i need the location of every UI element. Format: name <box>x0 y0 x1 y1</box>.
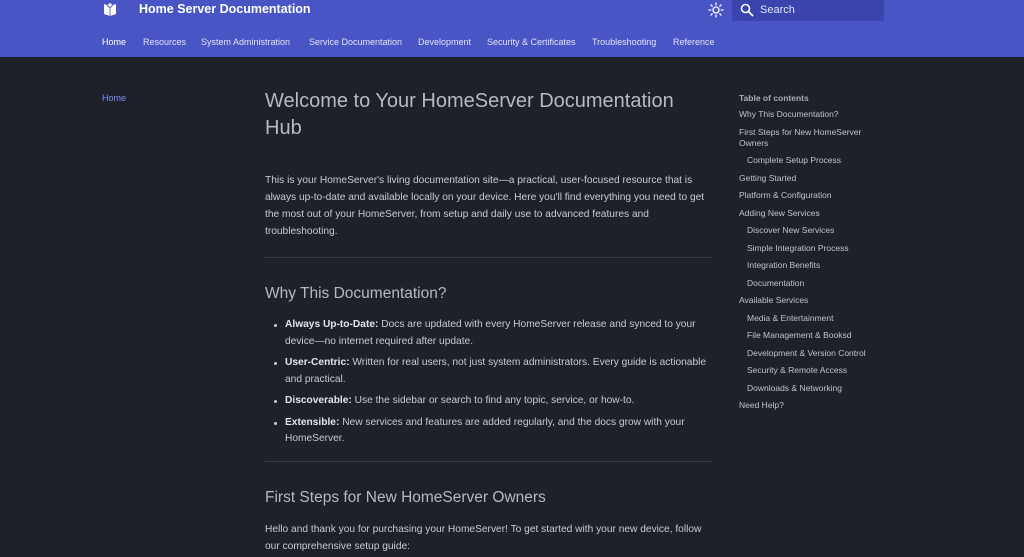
toc-item-integration-benefits[interactable]: Integration Benefits <box>747 260 821 270</box>
list-item <box>285 355 713 388</box>
bullet-term: Always Up-to-Date: <box>285 319 379 330</box>
sidebar-item-home[interactable]: Home <box>102 93 127 103</box>
list-item <box>285 393 713 410</box>
tab-system-administration[interactable]: System Administration <box>201 37 291 47</box>
bullet-term: Extensible: <box>285 416 340 428</box>
toc-item-security[interactable]: Security & Remote Access <box>747 365 848 375</box>
tab-service-documentation[interactable]: Service Documentation <box>309 37 403 47</box>
tab-home[interactable]: Home <box>102 37 127 47</box>
first-steps-paragraph: Hello and thank you for purchasing your HomeServer! To get started with your new device, follow our comprehensive setup guide: <box>265 523 702 552</box>
toc-item-available-services[interactable]: Available Services <box>739 295 809 305</box>
top-header <box>0 0 1024 57</box>
nav-tabs <box>0 37 1024 51</box>
bullet-term: User-Centric: <box>285 357 350 368</box>
toc-item-integration-process[interactable]: Simple Integration Process <box>747 242 849 253</box>
site-title[interactable]: Home Server Documentation <box>139 2 311 16</box>
toc-item-adding-services[interactable]: Adding New Services <box>739 207 820 218</box>
toc-title: Table of contents <box>739 93 809 103</box>
book-icon[interactable] <box>102 2 118 18</box>
benefits-list <box>285 317 713 448</box>
tab-resources[interactable]: Resources <box>143 37 187 47</box>
toc-item-development[interactable]: Development & Version Control <box>747 347 866 358</box>
list-item <box>285 317 713 350</box>
section-heading-first-steps: First Steps for New HomeServer Owners <box>265 488 546 506</box>
search-placeholder: Search <box>760 4 795 16</box>
bullet-text: Docs are updated with every HomeServer release and synced to your device—no internet required after update. <box>285 319 696 347</box>
bullet-text: Use the sidebar or search to find any topic, service, or how-to. <box>351 395 635 406</box>
toc-item-getting-started[interactable]: Getting Started <box>739 172 797 183</box>
toc-item-complete-setup[interactable]: Complete Setup Process <box>747 155 842 165</box>
divider <box>265 461 713 462</box>
main-content <box>265 88 713 555</box>
tab-security-certificates[interactable]: Security & Certificates <box>487 37 576 47</box>
list-item <box>285 415 713 448</box>
toc-item-documentation[interactable]: Documentation <box>747 277 805 288</box>
sun-icon[interactable] <box>708 2 724 18</box>
page-title: Welcome to Your HomeServer Documentation Hub <box>265 90 674 139</box>
toc-item-discover-services[interactable]: Discover New Services <box>747 225 835 235</box>
bullet-text: New services and features are added regularly, and the docs grow with your HomeServer. <box>285 416 685 444</box>
toc-item-why[interactable]: Why This Documentation? <box>739 109 839 119</box>
bullet-term: Discoverable: <box>285 395 352 406</box>
toc-item-downloads[interactable]: Downloads & Networking <box>747 382 842 393</box>
bullet-text: Written for real users, not just system administrators. Every guide is actionable and practical. <box>285 357 707 385</box>
toc-item-need-help[interactable]: Need Help? <box>739 400 784 410</box>
section-heading-why: Why This Documentation? <box>265 285 447 302</box>
search-icon <box>740 3 754 17</box>
toc-item-platform-config[interactable]: Platform & Configuration <box>739 190 832 200</box>
toc-item-media[interactable]: Media & Entertainment <box>747 312 834 323</box>
tab-development[interactable]: Development <box>418 37 472 47</box>
divider <box>265 257 713 258</box>
toc-item-file-management[interactable]: File Management & Booksd <box>747 330 852 340</box>
tab-reference[interactable]: Reference <box>673 37 715 47</box>
intro-paragraph: This is your HomeServer's living documentation site—a practical, user-focused resource that is always up-to-date and available locally on your device. Here you'll find everything you need to get the most out of your HomeServer, from setup and daily use to advanced features and troubleshooting. <box>265 175 705 237</box>
toc-item-first-steps[interactable]: First Steps for New HomeServer Owners <box>739 126 862 148</box>
tab-troubleshooting[interactable]: Troubleshooting <box>592 37 657 47</box>
table-of-contents <box>739 93 909 411</box>
search-input[interactable] <box>732 0 884 21</box>
